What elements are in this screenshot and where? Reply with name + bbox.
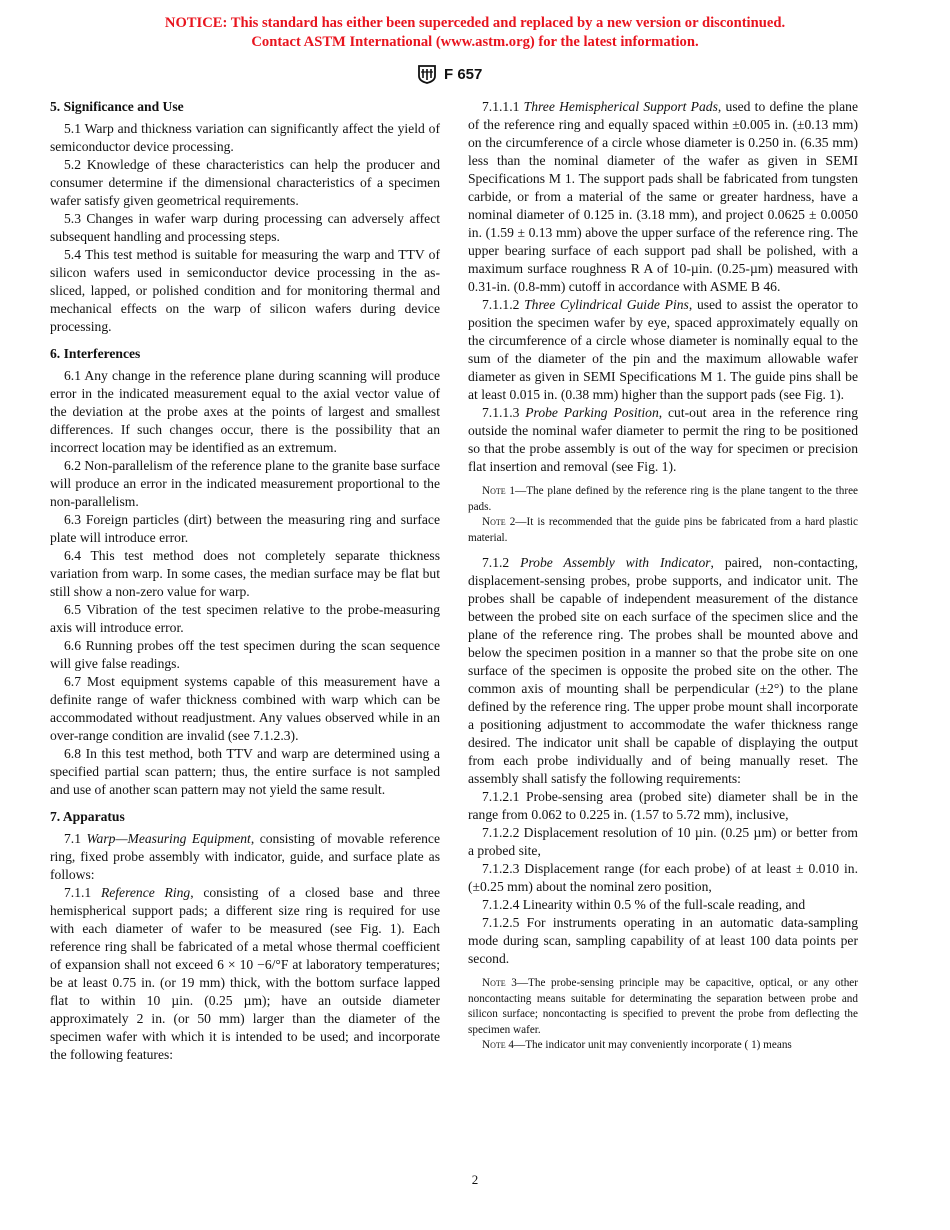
paragraph: 6.6 Running probes off the test specimen during the scan sequence will give false readings. bbox=[50, 638, 440, 671]
paragraph: 5.4 This test method is suitable for measuring the warp and TTV of silicon wafers used in semiconductor device processing in the as-sliced, lapped, or polished condition and for monitoring thermal and mechanical effects on the warp of silicon wafers during device processing. bbox=[50, 247, 440, 334]
paragraph: 6.4 This test method does not completely separate thickness variation from warp. In some cases, the median surface may be flat but still show a non-zero value for warp. bbox=[50, 548, 440, 599]
superseded-notice bbox=[0, 14, 950, 51]
section-heading: 5. Significance and Use bbox=[50, 99, 184, 114]
left-column bbox=[50, 98, 440, 1064]
paragraph: 7.1.2.4 Linearity within 0.5 % of the full-scale reading, and bbox=[482, 897, 806, 912]
paragraph: 6.2 Non-parallelism of the reference plane to the granite base surface will produce an error in the indicated measurement proportional to the non-parallelism. bbox=[50, 458, 440, 509]
note: Note 4—The indicator unit may conveniently incorporate ( 1) means bbox=[482, 1039, 792, 1051]
note: Note 2—It is recommended that the guide pins be fabricated from a hard plastic material. bbox=[468, 516, 858, 544]
paragraph: 7.1.2.5 For instruments operating in an automatic data-sampling mode during scan, sampling capability of at least 100 data points per second. bbox=[468, 915, 858, 966]
astm-logo-icon bbox=[416, 64, 438, 84]
paragraph: 7.1.1.3 Probe Parking Position, cut-out area in the reference ring outside the nominal wafer diameter to permit the ring to be positioned so that the probe assembly is out of the way for specimen or precision flat insertion and removal (see Fig. 1). bbox=[468, 405, 859, 474]
note: Note 1—The plane defined by the reference ring is the plane tangent to the three pads. bbox=[468, 485, 858, 513]
paragraph: 5.2 Knowledge of these characteristics can help the producer and consumer determine if the dimensional characteristics of a specimen wafer satisfy given geometrical requirements. bbox=[50, 157, 440, 208]
section-heading: 7. Apparatus bbox=[50, 809, 125, 824]
section-heading: 6. Interferences bbox=[50, 346, 141, 361]
paragraph: 6.7 Most equipment systems capable of this measurement have a definite range of wafer thickness combined with warp which can be accommodated without readjustment. Any values observed while in an over-range condition are invalid (see 7.1.2.3). bbox=[50, 674, 440, 743]
paragraph: 6.8 In this test method, both TTV and warp are determined using a specified partial scan pattern; thus, the entire surface is not sampled and use of another scan pattern may not yield the same result. bbox=[50, 746, 440, 797]
paragraph: 7.1.2 Probe Assembly with Indicator, paired, non-contacting, displacement-sensing probes, probe supports, and indicator unit. The probes shall be capable of independent measurement of the distance between the probed site on each surface of the specimen slice and the plane of the reference ring. The probes shall be mounted above and below the specimen position in a manner so that the probe site on one surface of the specimen is opposite the probed site on the other. The common axis of mounting shall be perpendicular (±2°) to the plane defined by the reference ring. The upper probe mount shall incorporate a positioning adjustment to accommodate the wafer thickness range desired. The indicator unit shall be capable of displaying the output from each probe individually and of being manually reset. The assembly shall satisfy the following requirements: bbox=[468, 555, 858, 786]
page-header bbox=[416, 64, 482, 84]
paragraph: 5.1 Warp and thickness variation can significantly affect the yield of semiconductor device processing. bbox=[50, 121, 440, 154]
right-column bbox=[468, 98, 858, 1054]
paragraph: 6.1 Any change in the reference plane during scanning will produce error in the indicated measurement equal to the axial vector value of the deviation at the probe axes at the points of largest and smallest differences. If such changes occur, there is the possibility that an incorrect location may be identified as an extremum. bbox=[50, 368, 440, 455]
paragraph: 7.1.2.2 Displacement resolution of 10 µin. (0.25 µm) or better from a probed site, bbox=[468, 825, 858, 858]
paragraph: 7.1 Warp—Measuring Equipment, consisting of movable reference ring, fixed probe assembly with indicator, guide, and surface plate as follows: bbox=[50, 831, 440, 882]
paragraph: 7.1.2.1 Probe-sensing area (probed site) diameter shall be in the range from 0.062 to 0.225 in. (1.57 to 5.72 mm), inclusive, bbox=[468, 789, 858, 822]
paragraph: 6.5 Vibration of the test specimen relative to the probe-measuring axis will introduce error. bbox=[50, 602, 440, 635]
paragraph: 7.1.1.1 Three Hemispherical Support Pads, used to define the plane of the reference ring and equally spaced within ±0.005 in. (±0.13 mm) on the circumference of a circle whose diameter is 0.250 in. (6.35 mm) less than the nominal diameter of the wafer as given in SEMI Specifications M 1. The support pads shall be fabricated from tungsten carbide, or from a material of the same or greater hardness, have a nominal diameter of 0.125 in. (3.18 mm), and project 0.0625 ± 0.0050 in. (1.59 ± 0.13 mm) above the upper surface of the reference ring. The upper bearing surface of each support pad shall be polished, with a maximum surface roughness R A of 10-µin. (0.25-µm) measured with 0.31-in. (0.8-mm) cutoff in accordance with ASME B 46. bbox=[468, 99, 859, 294]
paragraph: 5.3 Changes in wafer warp during processing can adversely affect subsequent handling and processing steps. bbox=[50, 211, 440, 244]
note: Note 3—The probe-sensing principle may be capacitive, optical, or any other noncontacting means suitable for determinating the separation between probe and silicon surface; noncontacting is specified to prevent the probe from deflecting the specimen wafer. bbox=[468, 977, 858, 1036]
paragraph: 7.1.1.2 Three Cylindrical Guide Pins, used to assist the operator to position the specimen wafer by eye, spaced approximately equally on the circumference of a circle whose diameter is nominally equal to the sum of the diameter of the pin and the maximum allowable wafer diameter as given in SEMI Specifications M 1. The guide pins shall be at least 0.015 in. (0.38 mm) higher than the support pads (see Fig. 1). bbox=[468, 297, 858, 402]
designation: F 657 bbox=[444, 65, 483, 83]
notice-line-2: Contact ASTM International (www.astm.org) for the latest information. bbox=[251, 33, 699, 50]
paragraph: 6.3 Foreign particles (dirt) between the measuring ring and surface plate will introduce error. bbox=[50, 512, 440, 545]
page-number: 2 bbox=[471, 1172, 479, 1187]
notice-line-1: NOTICE: This standard has either been superceded and replaced by a new version or discontinued. bbox=[164, 15, 786, 31]
paragraph: 7.1.2.3 Displacement range (for each probe) of at least ± 0.010 in. (±0.25 mm) about the nominal zero position, bbox=[468, 861, 858, 894]
paragraph: 7.1.1 Reference Ring, consisting of a closed base and three hemispherical support pads; a different size ring is required for use with each diameter of wafer to be measured (see Fig. 1). Each reference ring shall be fabricated of a metal whose thermal coefficient of expansion shall not exceed 6 × 10 −6/°F at laboratory temperatures; be at least 0.75 in. (or 19 mm) thick, with the bottom surface lapped flat to within 10 µin. (0.25 µm); have an outside diameter approximately 2 in. (or 50 mm) larger than the diameter of the specimen wafer with which it is intended to be used; and incorporate the following features: bbox=[50, 885, 440, 1062]
